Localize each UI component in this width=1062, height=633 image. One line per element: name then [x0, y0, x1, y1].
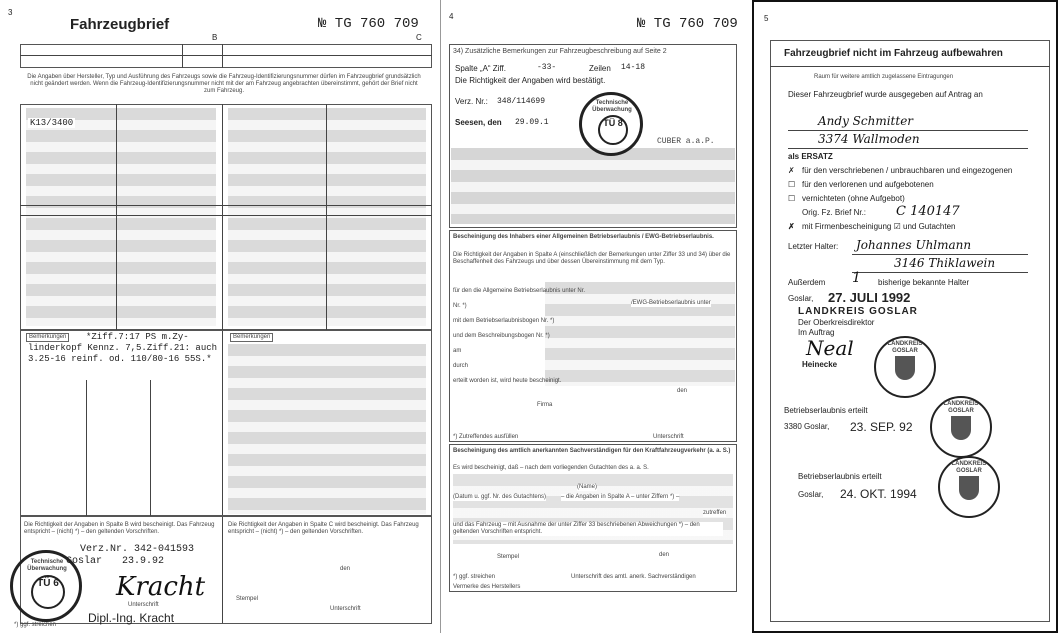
crest-icon	[951, 416, 971, 440]
landkreis-stamp-3	[938, 456, 1000, 518]
remarks-label-right: Bemerkungen	[230, 333, 273, 342]
option-checkbox: ☐	[788, 180, 796, 189]
column-b-label: B	[212, 33, 218, 42]
place-label: Seesen, den	[455, 118, 502, 127]
stamp-center: TÜ 6	[31, 575, 65, 609]
date-value: 29.09.1	[515, 118, 549, 127]
unterschrift-right: Unterschrift	[330, 606, 361, 612]
section3-den: den	[659, 552, 670, 558]
signer-name: Heinecke	[802, 360, 838, 369]
landkreis-stamp-2	[930, 396, 992, 458]
section3-line-1: – die Angaben in Spalte A – unter Ziffern *) –	[561, 494, 680, 500]
richtigkeit-text: Die Richtigkeit der Angaben wird bestätigt.	[455, 76, 606, 85]
zeilen-value: 14-18	[621, 63, 646, 72]
oberkreisdirektor: Der Oberkreisdirektor	[798, 318, 875, 327]
option-checkbox: ☐	[788, 194, 796, 203]
section3-title: Bescheinigung des amtlich anerkannten Sachverständigen für den Kraftfahrzeugverkehr (a. a. S.)	[453, 448, 731, 454]
stamp-text: LANDKREIS GOSLAR	[943, 401, 979, 414]
option-text: vernichteten (ohne Aufgebot)	[802, 194, 905, 203]
ersatz-label: als ERSATZ	[788, 152, 833, 161]
page-3-panel	[0, 0, 440, 633]
stamp-text: Technische Überwachung	[592, 100, 632, 113]
page5-subtitle: Raum für weitere amtlich zugelassene Eintragungen	[814, 74, 954, 80]
halter-address: 3146 Thiklawein	[894, 256, 996, 270]
betrieb2-place: Goslar,	[798, 490, 824, 499]
crest-icon	[895, 356, 915, 380]
stamp-text: Technische Überwachung	[27, 559, 67, 572]
betrieb2-date: 24. OKT. 1994	[840, 487, 917, 501]
confirm-verz: Verz.Nr. 342-041593	[80, 544, 195, 555]
confirm-left: Die Richtigkeit der Angaben in Spalte B wird bescheinigt. Das Fahrzeug entspricht – (nicht) *) – den geltenden Vorschriften.	[24, 522, 215, 535]
landkreis-stamp-1	[874, 336, 936, 398]
signer-name: Dipl.-Ing. Kracht	[88, 611, 175, 625]
tuv-stamp	[579, 92, 643, 156]
section2-line: mit dem Betriebserlaubnisbogen Nr. *)	[453, 318, 555, 324]
section2-line: am	[453, 348, 462, 354]
date-stamp-1: 27. JULI 1992	[828, 290, 911, 305]
entry-code: K13/3400	[30, 118, 74, 128]
firmen-mark: ✗	[788, 222, 795, 231]
page-4-panel	[440, 0, 741, 633]
betrieb1-place: 3380 Goslar,	[784, 422, 830, 431]
officer: CUBER a.a.P.	[657, 137, 715, 146]
remarks-34-heading: 34) Zusätzliche Bemerkungen zur Fahrzeugbeschreibung auf Seite 2	[453, 48, 667, 55]
goslar-label: Goslar,	[788, 294, 814, 303]
intro-text: Die Angaben über Hersteller, Typ und Ausführung des Fahrzeugs sowie die Fahrzeug-Identifizierungsnummer dürfen im Fahrzeugbrief grundsätzlich nicht geändert werden. Wenn die Fahrzeug-Identifizierungsnummer nicht mit der am Fahrzeug angebrachten übereinstimmt, gehört der Brief nicht zum Fahrzeug.	[27, 74, 421, 94]
remarks-line1: *Ziff.7:17 PS m.Zy-	[86, 332, 189, 342]
halter-label: Letzter Halter:	[788, 242, 839, 251]
applicant-name: Andy Schmitter	[818, 114, 914, 128]
stamp-text: LANDKREIS GOSLAR	[951, 461, 987, 474]
im-auftrag: Im Auftrag	[798, 328, 835, 337]
page-number: 4	[449, 12, 454, 21]
section2-line: durch	[453, 363, 469, 369]
confirm-right: Die Richtigkeit der Angaben in Spalte C wird bescheinigt. Das Fahrzeug entspricht – (nicht) *) – den geltenden Vorschriften.	[228, 522, 419, 535]
betrieb1-date: 23. SEP. 92	[850, 420, 913, 434]
section2-line: und dem Beschreibungsbogen Nr. *)	[453, 333, 550, 339]
remarks-label: Bemerkungen	[26, 333, 69, 342]
page-5-panel	[752, 0, 1058, 633]
ausserdem-rest: bisherige bekannte Halter	[878, 278, 970, 287]
header-grid	[20, 44, 432, 68]
firmen-text: mit Firmenbescheinigung ☑ und Gutachten	[802, 222, 956, 231]
ausserdem-value: 1	[852, 270, 861, 286]
betrieb1-label: Betriebserlaubnis erteilt	[784, 406, 868, 415]
applicant-address: 3374 Wallmoden	[818, 132, 920, 146]
orig-value: C 140147	[896, 204, 960, 219]
option-checkbox: ✗	[788, 166, 795, 175]
section3-line-2: und das Fahrzeug – mit Ausnahme der unter Ziffer 33 beschriebenen Abweichungen *) – den geltenden Vorschriften entspricht.	[453, 522, 723, 536]
confirm-date: 23.9.92	[122, 556, 165, 567]
signature: Kracht	[116, 572, 206, 602]
section2-text: Die Richtigkeit der Angaben in Spalte A (einschließlich der Bemerkungen unter Ziffer 33 und 34) über die Beschaffenheit des Fahrzeugs und über dessen Übereinstimmung mit dem Typ.	[453, 252, 731, 265]
section3-line-0: (Datum u. ggf. Nr. des Gutachtens)	[453, 494, 547, 500]
orig-label: Orig. Fz. Brief Nr.:	[802, 208, 867, 217]
tuv-stamp	[10, 550, 82, 622]
option-text: für den verlorenen und aufgebotenen	[802, 180, 934, 189]
column-c-label: C	[416, 33, 422, 42]
section3-sign: Unterschrift des amtl. anerk. Sachverständigen	[571, 574, 696, 580]
intro: Dieser Fahrzeugbrief wurde ausgegeben auf Antrag an	[788, 90, 983, 99]
page-number: 5	[764, 14, 769, 23]
page-title: Fahrzeugbrief	[70, 16, 170, 33]
stempel-label: Stempel	[236, 596, 259, 602]
halter-name: Johannes Uhlmann	[856, 238, 972, 252]
section3-zutreffen: zutreffen	[703, 510, 727, 516]
section3-stempel: Stempel	[497, 554, 520, 560]
betrieb2-label: Betriebserlaubnis erteilt	[798, 472, 882, 481]
stamp-center: TÜ 8	[598, 115, 628, 145]
confirm-place: Goslar	[66, 556, 103, 567]
section2-ewg: /EWG-Betriebserlaubnis unter	[631, 300, 711, 306]
section2-den: den	[677, 388, 688, 394]
page5-title: Fahrzeugbrief nicht im Fahrzeug aufbewahren	[784, 48, 1003, 59]
document-number: № TG 760 709	[637, 16, 738, 32]
section2-line: erteilt worden ist, wird heute bescheinigt.	[453, 378, 562, 384]
ausserdem-label: Außerdem	[788, 278, 826, 287]
document-number: № TG 760 709	[318, 16, 419, 32]
section3-name: (Name)	[577, 484, 598, 490]
page-number: 3	[8, 8, 13, 17]
signature: Neal	[806, 336, 854, 360]
spalte-label: Spalte „A“ Ziff.	[455, 64, 506, 73]
section3-note: *) ggf. streichen	[453, 574, 496, 580]
streichen-note: *) ggf. streichen	[14, 622, 57, 628]
remarks-text: linderkopf Kennz. 7,5.Ziff.21: auch 3.25-16 reinf. od. 110/80-16 55S.*	[28, 343, 218, 364]
spalte-value: -33-	[537, 63, 557, 72]
section3-footer: Vermerke des Herstellers	[453, 584, 521, 590]
verz-value: 348/114699	[497, 97, 546, 106]
verz-label: Verz. Nr.:	[455, 97, 488, 106]
stamp-text: LANDKREIS GOSLAR	[887, 341, 923, 354]
section2-firma: Firma	[537, 402, 553, 408]
section2-line: für den die Allgemeine Betriebserlaubnis unter Nr.	[453, 288, 586, 294]
section2-title: Bescheinigung des Inhabers einer Allgemeinen Betriebserlaubnis / EWG-Betriebserlaubnis.	[453, 234, 714, 240]
section2-unterschrift: Unterschrift	[653, 434, 684, 440]
crest-icon	[959, 476, 979, 500]
den-label: den	[340, 566, 351, 572]
section2-line: Nr. *)	[453, 303, 467, 309]
unterschrift-label: Unterschrift	[128, 602, 159, 608]
section3-text: Es wird bescheinigt, daß – nach dem vorliegenden Gutachten des a. a. S.	[453, 465, 649, 471]
section2-note: *) Zutreffendes ausfüllen	[453, 434, 519, 440]
zeilen-label: Zeilen	[589, 64, 611, 73]
option-text: für den verschriebenen / unbrauchbaren und eingezogenen	[802, 166, 1013, 175]
landkreis: LANDKREIS GOSLAR	[798, 306, 918, 317]
